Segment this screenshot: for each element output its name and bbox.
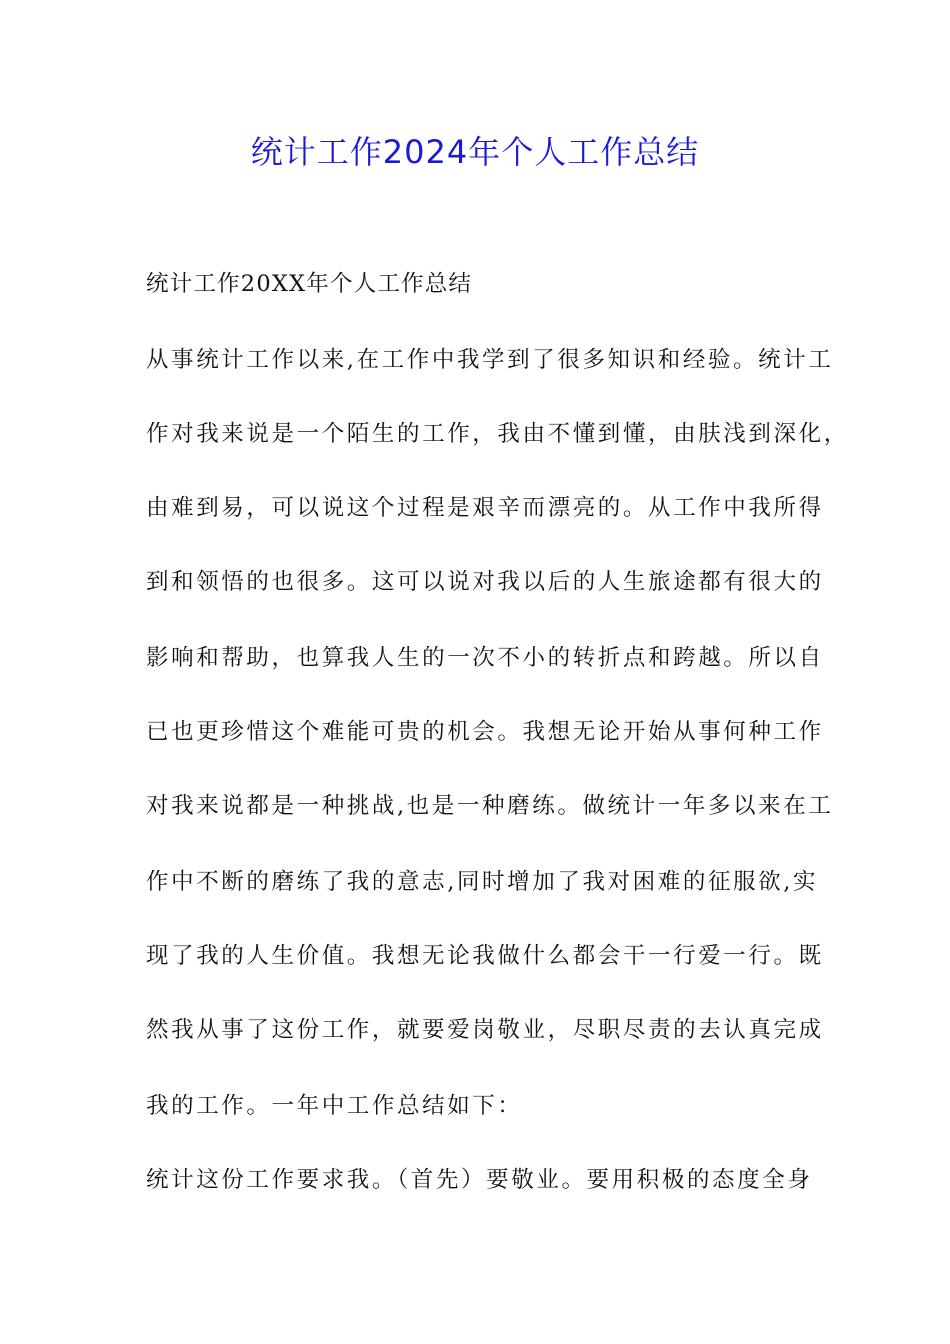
paragraph-line: 作对我来说是一个陌生的工作，我由不懂到懂，由肤浅到深化， <box>146 421 849 447</box>
document-subtitle: 统计工作20XX年个人工作总结 <box>146 271 473 297</box>
paragraph-line: 到和领悟的也很多。这可以说对我以后的人生旅途都有很大的 <box>146 569 824 595</box>
paragraph-line: 现了我的人生价值。我想无论我做什么都会干一行爱一行。既 <box>146 943 824 969</box>
document-title: 统计工作2024年个人工作总结 <box>250 133 700 171</box>
paragraph-line: 作中不断的磨练了我的意志,同时增加了我对困难的征服欲,实 <box>146 869 819 895</box>
paragraph-line: 从事统计工作以来,在工作中我学到了很多知识和经验。统计工 <box>146 347 834 373</box>
paragraph-line: 对我来说都是一种挑战,也是一种磨练。做统计一年多以来在工 <box>146 793 834 819</box>
paragraph-line: 我的工作。一年中工作总结如下： <box>146 1093 523 1119</box>
paragraph-line: 然我从事了这份工作，就要爱岗敬业，尽职尽责的去认真完成 <box>146 1017 824 1043</box>
paragraph-line: 统计这份工作要求我。（首先）要敬业。要用积极的态度全身 <box>146 1167 813 1193</box>
paragraph-line: 由难到易，可以说这个过程是艰辛而漂亮的。从工作中我所得 <box>146 495 824 521</box>
paragraph-line: 已也更珍惜这个难能可贵的机会。我想无论开始从事何种工作 <box>146 719 824 745</box>
paragraph-line: 影响和帮助，也算我人生的一次不小的转折点和跨越。所以自 <box>146 645 824 671</box>
